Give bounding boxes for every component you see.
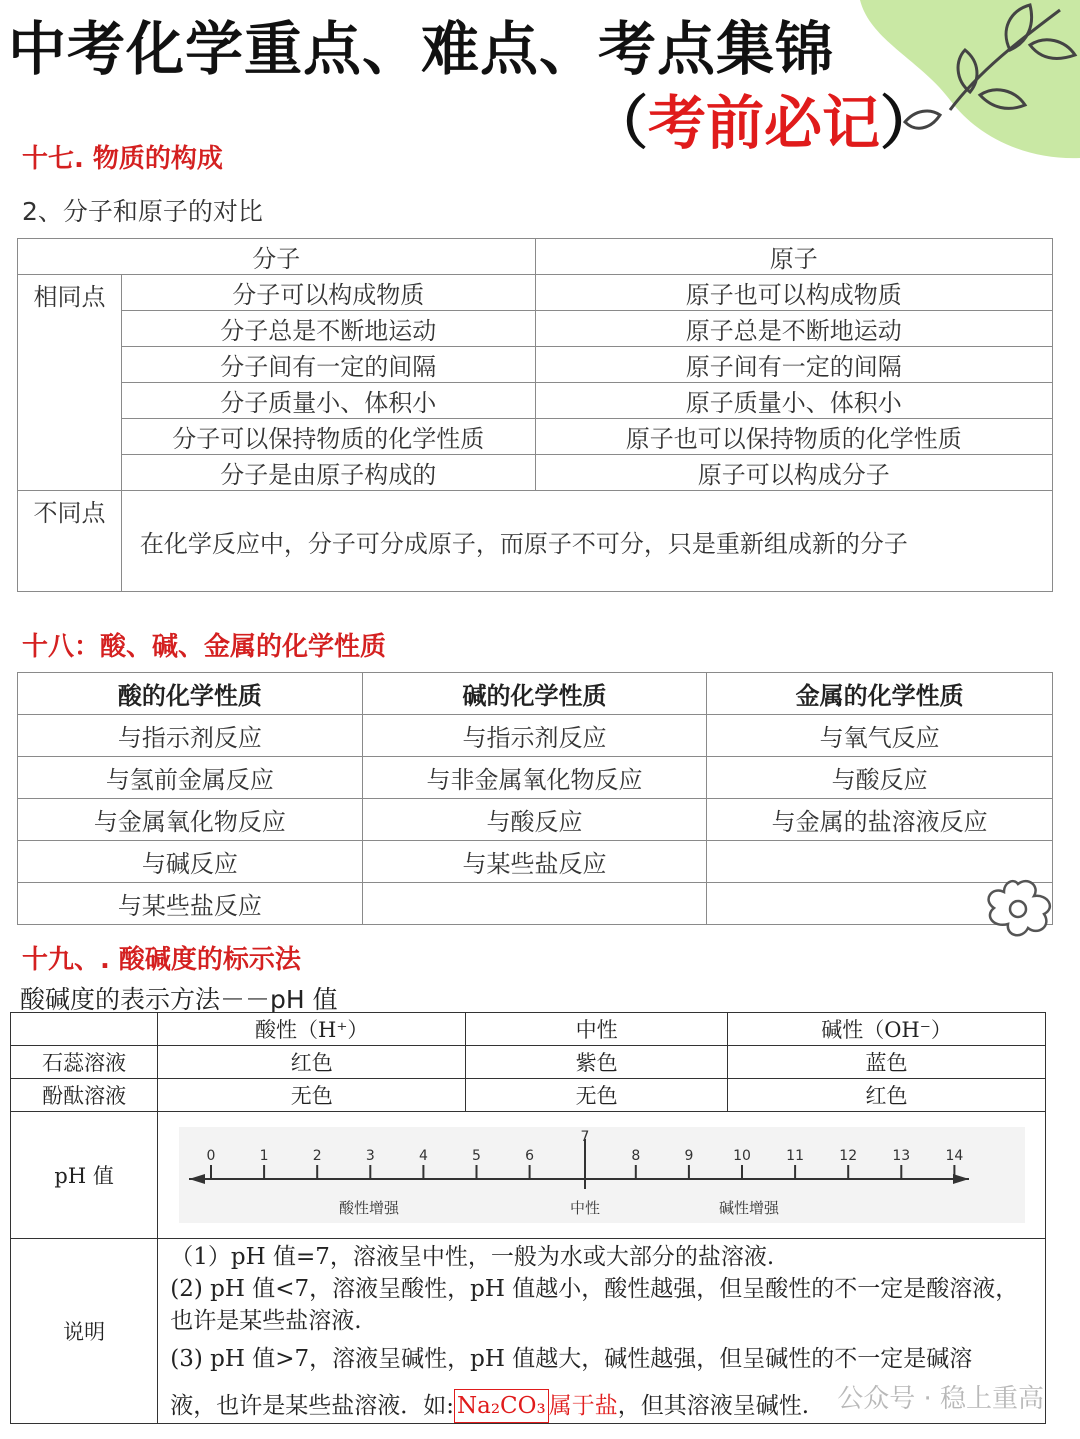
base-cell: 与非金属氧化物反应 <box>362 757 707 799</box>
base-cell <box>362 883 707 925</box>
molecule-cell: 分子总是不断地运动 <box>121 311 535 347</box>
molecule-atom-table <box>17 238 1053 592</box>
chemical-properties-table <box>17 672 1053 925</box>
table-row <box>18 715 1053 757</box>
flower-doodle-icon <box>978 878 1060 940</box>
note-2: (2) pH 值<7，溶液呈酸性，pH 值越小，酸性越强，但呈酸性的不一定是酸溶液，也许是某些盐溶液. <box>170 1276 1019 1334</box>
ph-tick-label: 1 <box>259 1148 269 1164</box>
table-row <box>18 311 1053 347</box>
ph-table <box>10 1012 1046 1424</box>
ph-tick-label: 11 <box>785 1148 804 1164</box>
ph-tick-label: 8 <box>630 1148 640 1164</box>
atom-cell: 原子总是不断地运动 <box>535 311 1053 347</box>
table-row <box>11 1046 1046 1079</box>
ph-scale-diagram <box>179 1127 1025 1223</box>
atom-cell: 原子质量小、体积小 <box>535 383 1053 419</box>
section-19-subheading: 酸碱度的表示方法－－pH 值 <box>20 985 338 1014</box>
table-header-row <box>11 1013 1046 1046</box>
section-19-heading: 十九、. 酸碱度的标示法 <box>22 945 301 975</box>
note-3b-start: 液，也许是某些盐溶液．如: <box>170 1393 454 1419</box>
table-row <box>18 799 1053 841</box>
ph-tick-label: 6 <box>524 1148 534 1164</box>
table-row <box>18 383 1053 419</box>
header-atom: 原子 <box>535 239 1053 275</box>
acid-cell: 与金属氧化物反应 <box>18 799 363 841</box>
ph-tick-label: 12 <box>838 1148 857 1164</box>
molecule-cell: 分子可以保持物质的化学性质 <box>121 419 535 455</box>
molecule-cell: 分子质量小、体积小 <box>121 383 535 419</box>
table-row <box>18 347 1053 383</box>
watermark: 公众号 · 稳上重高 <box>837 1384 1044 1414</box>
header-neutral: 中性 <box>466 1013 728 1046</box>
same-points-label: 相同点 <box>18 275 122 491</box>
table-row <box>18 757 1053 799</box>
ph-tick-label: 7 <box>580 1129 590 1145</box>
litmus-base: 蓝色 <box>728 1046 1046 1079</box>
phenol-neutral: 无色 <box>466 1079 728 1112</box>
section-17-subheading: 2、分子和原子的对比 <box>22 197 263 226</box>
note-label: 说明 <box>11 1239 158 1424</box>
header-base: 碱的化学性质 <box>362 673 707 715</box>
litmus-acid: 红色 <box>158 1046 466 1079</box>
table-row <box>11 1112 1046 1239</box>
ph-tick-label: 9 <box>684 1148 693 1164</box>
table-row <box>18 455 1053 491</box>
litmus-neutral: 紫色 <box>466 1046 728 1079</box>
table-row <box>18 275 1053 311</box>
ph-scale-cell <box>158 1112 1046 1239</box>
note-3b-end: ，但其溶液呈碱性. <box>617 1393 810 1419</box>
table-header-row <box>18 239 1053 275</box>
acid-cell: 与氢前金属反应 <box>18 757 363 799</box>
atom-cell: 原子也可以保持物质的化学性质 <box>535 419 1053 455</box>
section-18-heading: 十八：酸、碱、金属的化学性质 <box>22 632 387 662</box>
header-molecule: 分子 <box>18 239 536 275</box>
metal-cell: 与酸反应 <box>707 757 1053 799</box>
corner-cell <box>11 1013 158 1046</box>
page-subtitle: （考前必记） <box>590 89 939 157</box>
ph-tick-label: 13 <box>892 1148 910 1164</box>
litmus-label: 石蕊溶液 <box>11 1046 158 1079</box>
page-title: 中考化学重点、难点、考点集锦 <box>8 15 835 83</box>
atom-cell: 原子可以构成分子 <box>535 455 1053 491</box>
diff-points-label: 不同点 <box>18 491 122 592</box>
na2co3-formula: Na₂CO₃ <box>454 1389 549 1423</box>
ph-tick-label: 14 <box>945 1148 963 1164</box>
header-metal: 金属的化学性质 <box>707 673 1053 715</box>
table-header-row <box>18 673 1053 715</box>
ph-tick-label: 0 <box>206 1148 216 1164</box>
acid-cell: 与指示剂反应 <box>18 715 363 757</box>
metal-cell: 与金属的盐溶液反应 <box>707 799 1053 841</box>
ph-tick-label: 4 <box>418 1148 428 1164</box>
ph-tick-label: 2 <box>312 1148 322 1164</box>
base-cell: 与指示剂反应 <box>362 715 707 757</box>
table-row <box>18 419 1053 455</box>
phenol-base: 红色 <box>728 1079 1046 1112</box>
ph-label: pH 值 <box>11 1112 158 1239</box>
table-row <box>18 883 1053 925</box>
header-acidic: 酸性（H⁺） <box>158 1013 466 1046</box>
metal-cell: 与氧气反应 <box>707 715 1053 757</box>
header-acid: 酸的化学性质 <box>18 673 363 715</box>
acid-cell: 与某些盐反应 <box>18 883 363 925</box>
table-row <box>18 491 1053 592</box>
base-cell: 与酸反应 <box>362 799 707 841</box>
diff-text: 在化学反应中，分子可分成原子，而原子不可分，只是重新组成新的分子 <box>121 491 1052 592</box>
metal-cell <box>707 841 1053 883</box>
atom-cell: 原子间有一定的间隔 <box>535 347 1053 383</box>
phenol-acid: 无色 <box>158 1079 466 1112</box>
molecule-cell: 分子可以构成物质 <box>121 275 535 311</box>
header-basic: 碱性（OH⁻） <box>728 1013 1046 1046</box>
neutral-label: 中性 <box>569 1199 600 1217</box>
note-3a: (3) pH 值>7，溶液呈碱性，pH 值越大，碱性越强，但呈碱性的不一定是碱溶 <box>170 1346 973 1372</box>
belongs-to-salt: 属于盐 <box>548 1393 618 1419</box>
section-17-heading: 十七. 物质的构成 <box>22 144 223 174</box>
acid-cell: 与碱反应 <box>18 841 363 883</box>
ph-tick-label: 3 <box>365 1148 375 1164</box>
ph-tick-label: 5 <box>471 1148 481 1164</box>
ph-tick-label: 10 <box>732 1148 751 1164</box>
base-cell: 与某些盐反应 <box>362 841 707 883</box>
note-1: （1）pH 值=7，溶液呈中性，一般为水或大部分的盐溶液. <box>170 1244 775 1270</box>
base-stronger-label: 碱性增强 <box>718 1199 779 1217</box>
acid-stronger-label: 酸性增强 <box>338 1199 399 1217</box>
table-row <box>11 1079 1046 1112</box>
table-row <box>18 841 1053 883</box>
molecule-cell: 分子是由原子构成的 <box>121 455 535 491</box>
molecule-cell: 分子间有一定的间隔 <box>121 347 535 383</box>
atom-cell: 原子也可以构成物质 <box>535 275 1053 311</box>
phenol-label: 酚酞溶液 <box>11 1079 158 1112</box>
